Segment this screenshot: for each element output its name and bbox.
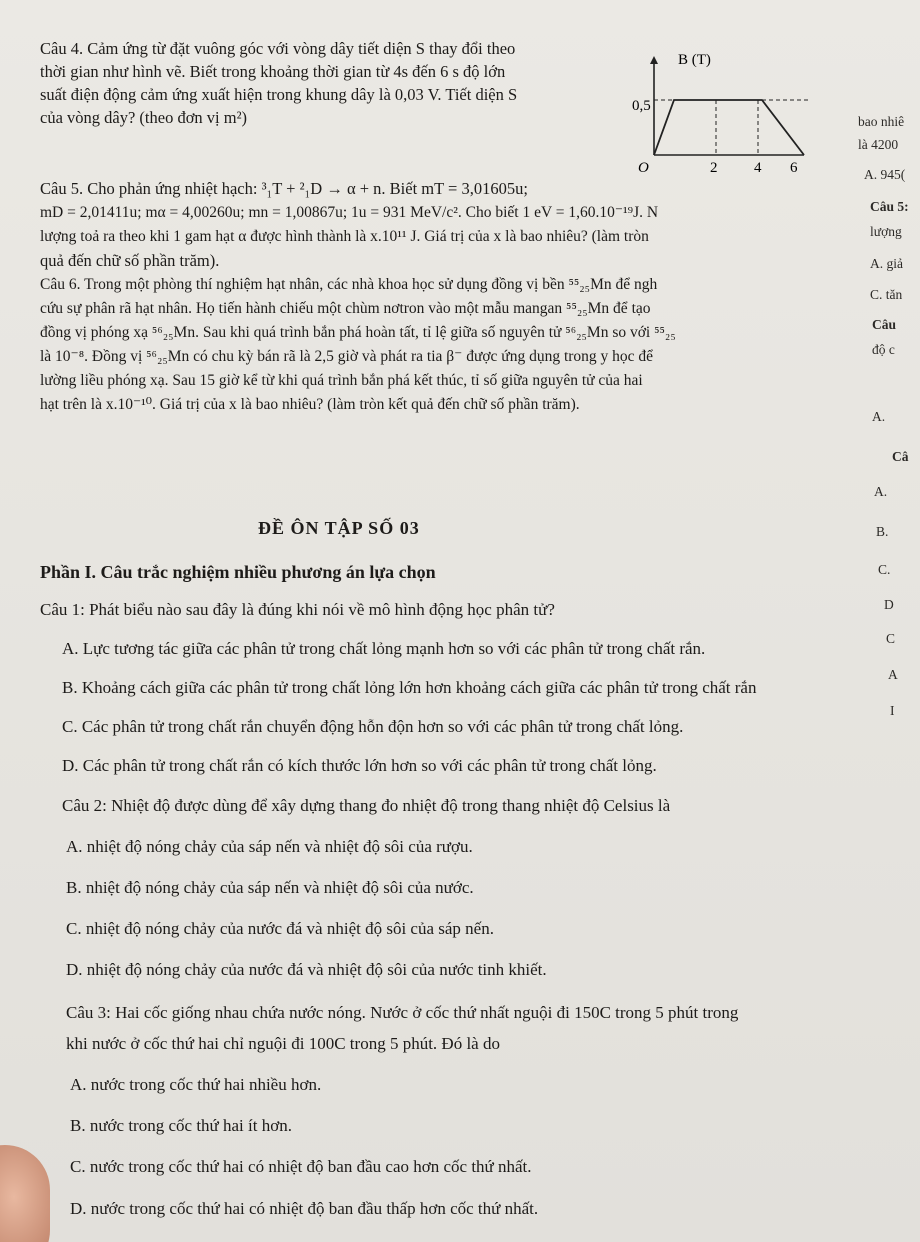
exam-title: ĐỀ ÔN TẬP SỐ 03 <box>258 518 420 538</box>
y-axis-arrow-icon <box>650 56 658 64</box>
right-fragment: A. <box>874 484 888 499</box>
right-fragment: A <box>888 667 898 682</box>
q6-line-5: lường liều phóng xạ. Sau 15 giờ kể từ khi quá trình bắn phá kết thúc, tỉ số giữa nguyên tử của hai <box>40 372 643 389</box>
right-fragment: A. <box>872 409 886 424</box>
right-fragment: I <box>890 703 895 718</box>
q5-line-1: Câu 5. Cho phản ứng nhiệt hạch: ³₁T + ²₁D → α + n. Biết mT = 3,01605u; <box>40 179 528 198</box>
q3-option-d: D. nước trong cốc thứ hai có nhiệt độ ban đầu thấp hơn cốc thứ nhất. <box>70 1199 539 1218</box>
right-fragment: A. giả <box>870 256 903 271</box>
x-tick-6: 6 <box>790 160 798 176</box>
x-tick-2: 2 <box>710 160 718 176</box>
right-fragment: Câu <box>872 317 897 332</box>
right-fragment: A. 945( <box>864 167 906 182</box>
q2-option-d: D. nhiệt độ nóng chảy của nước đá và nhiệt độ sôi của nước tinh khiết. <box>66 960 547 979</box>
right-fragment: bao nhiê <box>858 114 905 129</box>
q3-stem-line-1: Câu 3: Hai cốc giống nhau chứa nước nóng. Nước ở cốc thứ nhất nguội đi 150C trong 5 phút trong <box>66 1003 739 1022</box>
q5-line-4: quả đến chữ số phần trăm). <box>40 251 220 270</box>
y-axis-label: B (T) <box>678 52 711 68</box>
q6-line-2: cứu sự phân rã hạt nhân. Họ tiến hành chiếu một chùm nơtron vào một mẫu mangan ⁵⁵₂₅Mn để tạo <box>40 300 651 317</box>
q4-line-4: của vòng dây? (theo đơn vị m²) <box>40 108 248 127</box>
q1-option-c: C. Các phân tử trong chất rắn chuyển động hỗn độn hơn so với các phân tử trong chất lỏng. <box>62 717 684 736</box>
q1-option-d: D. Các phân tử trong chất rắn có kích thước lớn hơn so với các phân tử trong chất lỏng. <box>62 756 657 775</box>
right-fragment: lượng <box>870 224 902 239</box>
magnetic-field-graph <box>632 50 812 180</box>
right-fragment: B. <box>876 524 889 539</box>
q4-line-1: Câu 4. Cảm ứng từ đặt vuông góc với vòng dây tiết diện S thay đổi theo <box>40 39 516 58</box>
q2-option-c: C. nhiệt độ nóng chảy của nước đá và nhiệt độ sôi của sáp nến. <box>66 919 494 938</box>
q3-option-b: B. nước trong cốc thứ hai ít hơn. <box>70 1116 292 1135</box>
right-fragment: độ c <box>872 342 895 357</box>
q3-option-c: C. nước trong cốc thứ hai có nhiệt độ ban đầu cao hơn cốc thứ nhất. <box>70 1157 532 1176</box>
q2-option-b: B. nhiệt độ nóng chảy của sáp nến và nhiệt độ sôi của nước. <box>66 878 474 897</box>
x-tick-4: 4 <box>754 160 762 176</box>
q3-stem-line-2: khi nước ở cốc thứ hai chỉ nguội đi 100C trong 5 phút. Đó là do <box>66 1034 500 1053</box>
q1-option-a: A. Lực tương tác giữa các phân tử trong chất lỏng mạnh hơn so với các phân tử trong chất rắn. <box>62 639 706 658</box>
origin-label: O <box>638 160 649 176</box>
right-fragment: là 4200 <box>858 137 899 152</box>
q6-line-1: Câu 6. Trong một phòng thí nghiệm hạt nhân, các nhà khoa học sử dụng đồng vị bền ⁵⁵₂₅Mn để ngh <box>40 276 658 293</box>
q3-option-a: A. nước trong cốc thứ hai nhiều hơn. <box>70 1075 322 1094</box>
q2-stem: Câu 2: Nhiệt độ được dùng để xây dựng thang đo nhiệt độ trong thang nhiệt độ Celsius là <box>62 796 671 815</box>
right-fragment: C <box>886 631 896 646</box>
q4-line-3: suất điện động cảm ứng xuất hiện trong khung dây là 0,03 V. Tiết diện S <box>40 85 518 104</box>
q6-line-6: hạt trên là x.10⁻¹⁰. Giá trị của x là bao nhiêu? (làm tròn kết quả đến chữ số phần trăm). <box>40 396 580 413</box>
q4-line-2: thời gian như hình vẽ. Biết trong khoảng thời gian từ 4s đến 6 s độ lớn <box>40 62 506 81</box>
q5-line-3: lượng toả ra theo khi 1 gam hạt α được hình thành là x.10¹¹ J. Giá trị của x là bao nhiêu? (làm tròn <box>40 228 649 245</box>
q6-line-4: là 10⁻⁸. Đồng vị ⁵⁶₂₅Mn có chu kỳ bán rã là 2,5 giờ và phát ra tia β⁻ được ứng dụng trong y học để <box>40 348 654 365</box>
right-fragment: Câu 5: <box>870 199 909 214</box>
finger-photo-artifact <box>0 1145 50 1242</box>
y-tick-label: 0,5 <box>632 98 651 114</box>
q5-line-2: mD = 2,01411u; mα = 4,00260u; mn = 1,00867u; 1u = 931 MeV/c². Cho biết 1 eV = 1,60.10⁻¹⁹J. N <box>40 204 659 221</box>
right-fragment: D <box>884 597 894 612</box>
q1-option-b: B. Khoảng cách giữa các phân tử trong chất lỏng lớn hơn khoảng cách giữa các phân tử trong chất rắn <box>62 678 757 697</box>
b-graph-line <box>654 100 804 155</box>
part1-heading: Phần I. Câu trắc nghiệm nhiều phương án lựa chọn <box>40 562 436 582</box>
q1-stem: Câu 1: Phát biểu nào sau đây là đúng khi nói về mô hình động học phân tử? <box>40 600 555 619</box>
right-fragment: C. tăn <box>870 287 903 302</box>
q2-option-a: A. nhiệt độ nóng chảy của sáp nến và nhiệt độ sôi của rượu. <box>66 837 473 856</box>
right-fragment: C. <box>878 562 891 577</box>
q6-line-3: đồng vị phóng xạ ⁵⁶₂₅Mn. Sau khi quá trình bắn phá hoàn tất, tỉ lệ giữa số nguyên tử ⁵⁶₂₅Mn so với ⁵⁵₂₅ <box>40 324 676 341</box>
right-fragment: Câ <box>892 449 909 464</box>
